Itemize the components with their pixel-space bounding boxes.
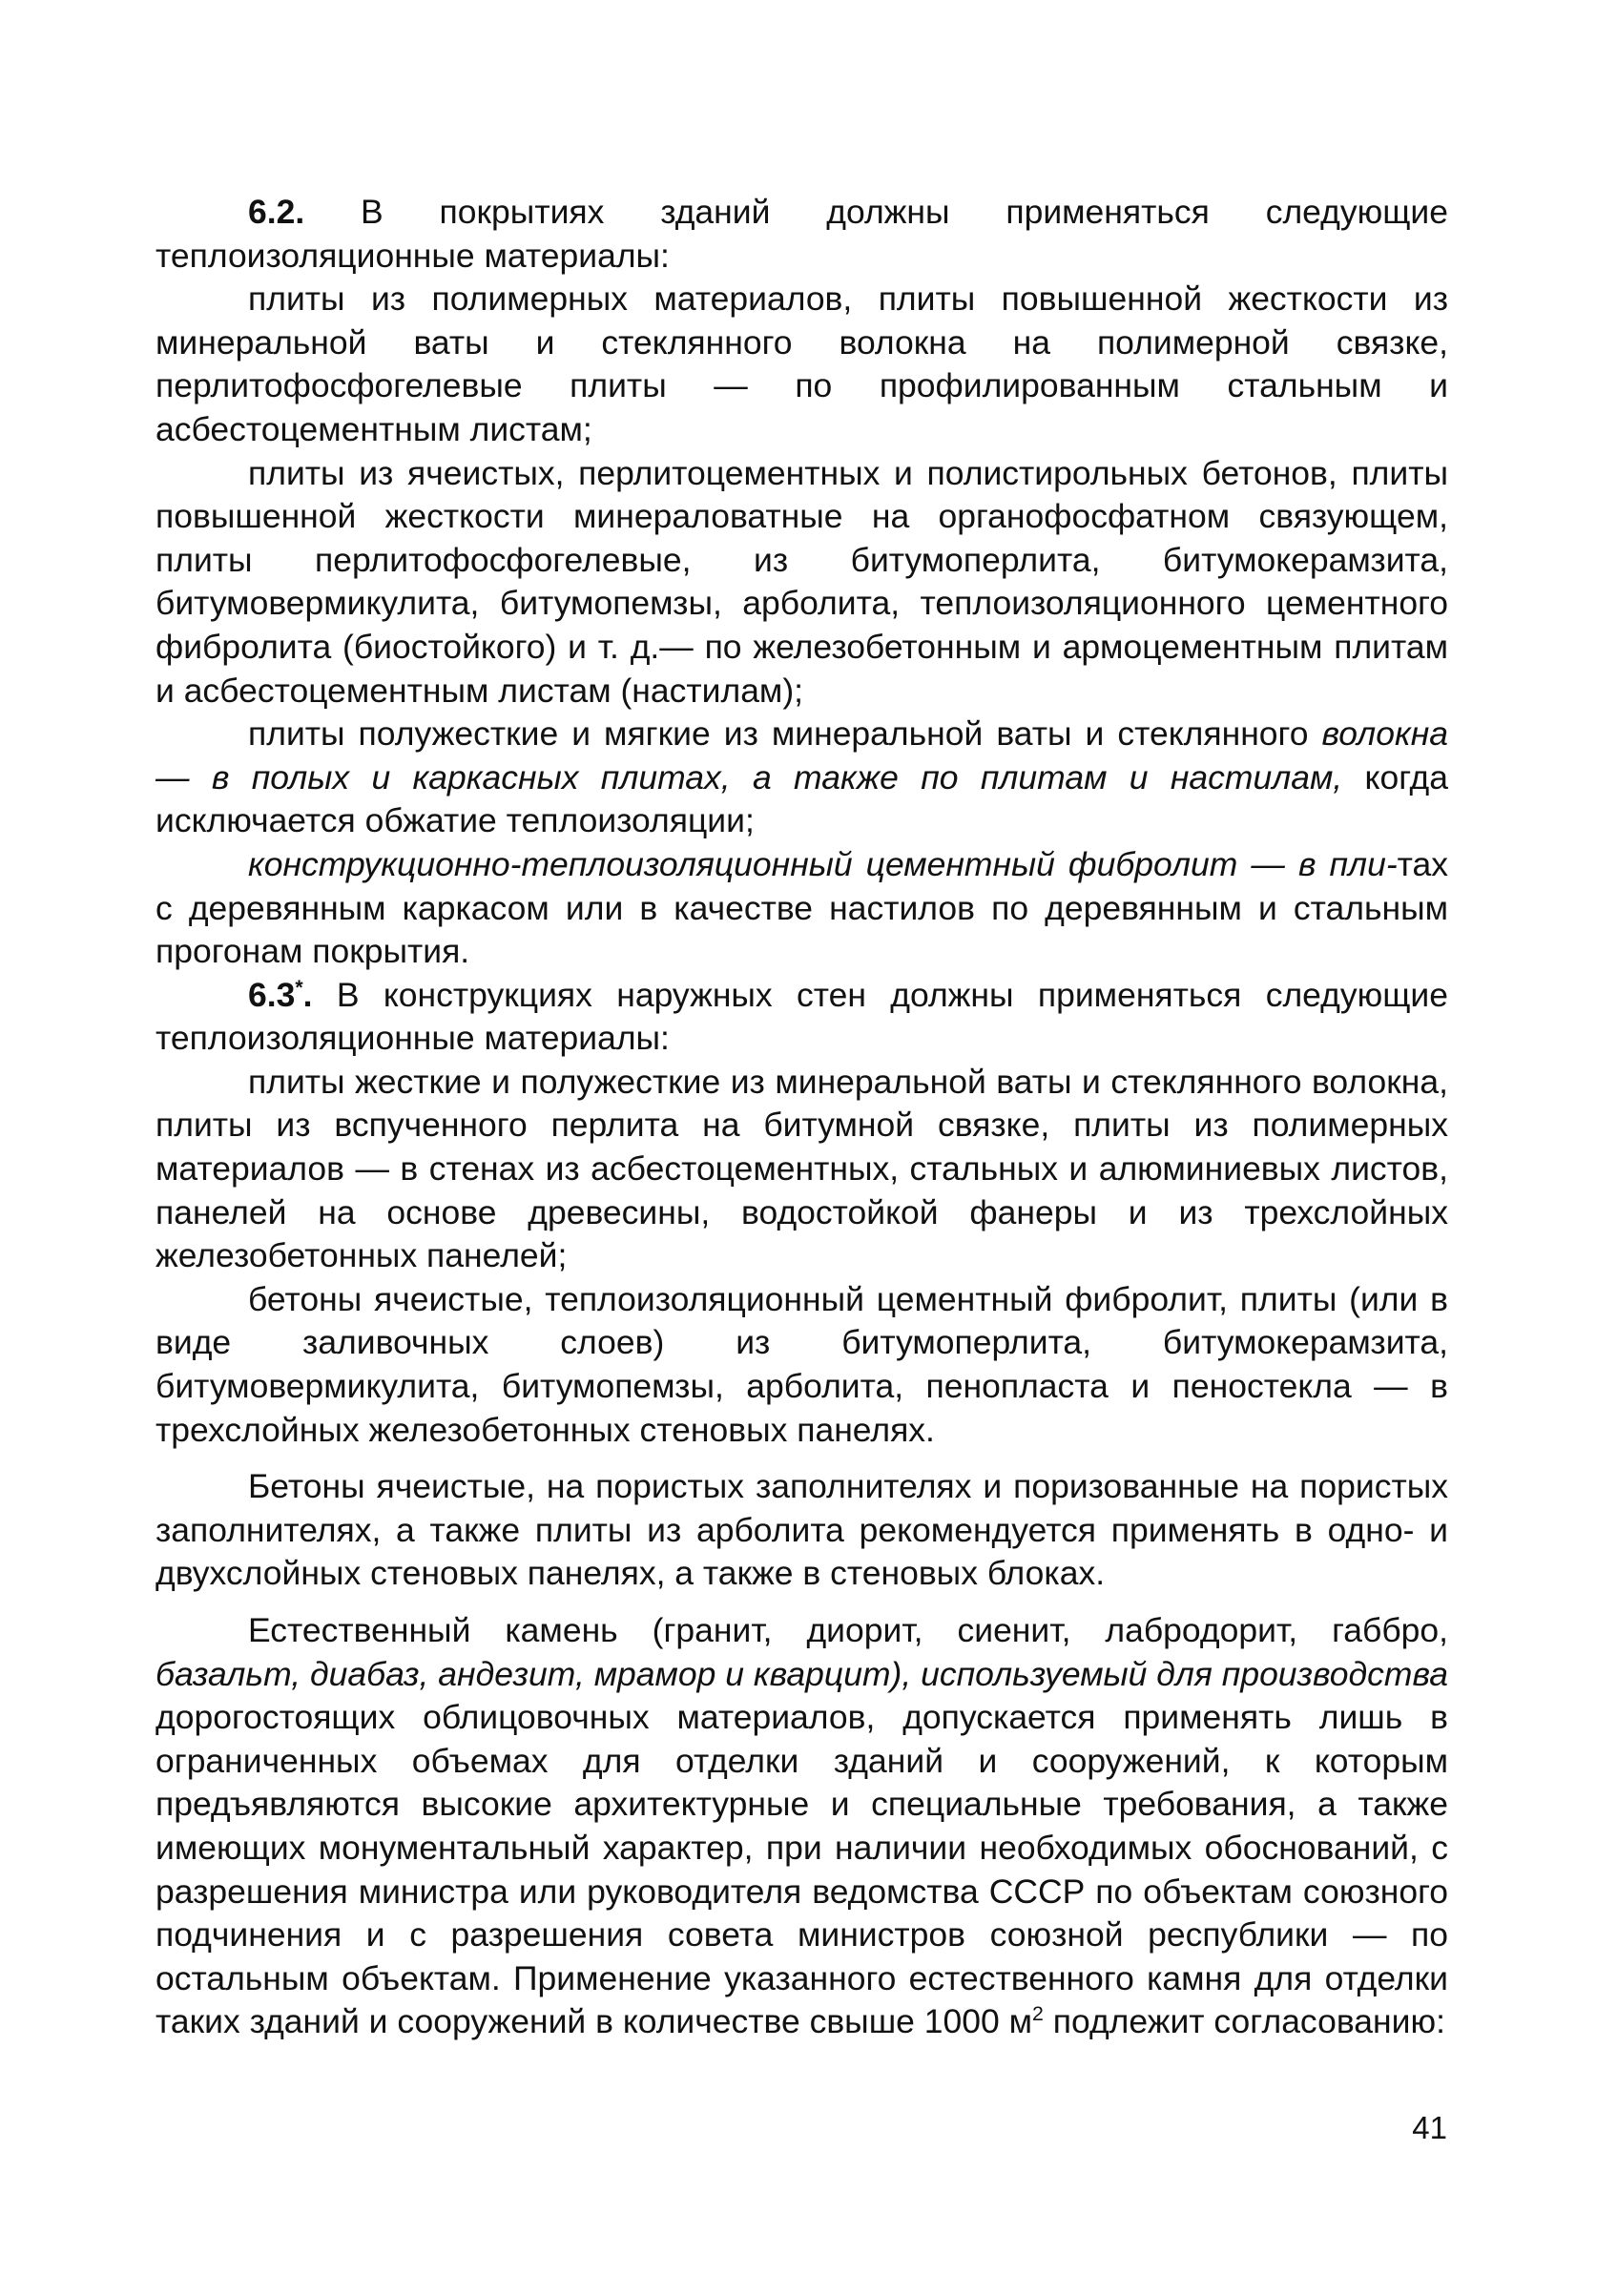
- item-italic-text: волокна — в полых и каркасных плитах, а также по плитам и настилам,: [155, 714, 1448, 796]
- section-number: 6.3: [248, 975, 296, 1014]
- section-6-3-paragraph-3: Бетоны ячеистые, на пористых заполнителях и поризованные на пористых заполнителях, а также плиты из арболита рекомендуется применять в одно- и двухслойных стеновых панелях, а также в стеновых блоках.: [155, 1467, 1448, 1593]
- section-6-2-item-2: плиты из ячеистых, перлитоцементных и полистирольных бетонов, плиты повышенной жесткости минераловатные на органофосфатном связующем, плиты перлитофосфогелевые, из битумоперлита, битумокерамзита, битумовермикулита, битумопемзы, арболита, теплоизоляционного цементного фибролита (биостойкого) и т. д.— по железобетонным и армоцементным плитам и асбестоцементным листам (настилам);: [155, 453, 1448, 710]
- section-intro-text: В покрытиях зданий должны применяться следующие теплоизоляционные материалы:: [155, 193, 1448, 275]
- paragraph-text-rest: дорогостоящих облицовочных материалов, допускается применять лишь в ограниченных объемах для отделки зданий и сооружений, к которым предъявляются высокие архитектурные и специальные требования, а также имеющих монументальный характер, при наличии необходимых обоснований, с разрешения министра или руководителя ведомства СССР по объектам союзного подчинения и с разрешения совета министров союзной республики — по остальным объектам. Применение указанного естественного камня для отделки таких зданий и сооружений в количестве свыше 1000 м: [155, 1698, 1448, 2041]
- unit-superscript: 2: [1032, 2002, 1044, 2026]
- section-6-2-intro: [155, 191, 1448, 278]
- section-number: 6.2.: [248, 193, 305, 231]
- item-text-end: когда исключается обжатие теплоизоляции;: [155, 757, 1448, 840]
- item-text: тах с деревянным каркасом или в качестве настилов по деревянным и стальным прогонам покрытия.: [155, 844, 1448, 971]
- section-6-3-item-1: плиты жесткие и полужесткие из минеральной ваты и стеклянного волокна, плиты из вспученного перлита на битумной связке, плиты из полимерных материалов — в стенах из асбестоцементных, стальных и алюминиевых листов, панелей на основе древесины, водостойкой фанеры и из трехслойных железобетонных панелей;: [155, 1062, 1448, 1275]
- section-6-3-intro: [155, 974, 1448, 1061]
- section-6-2-item-4: [155, 843, 1448, 974]
- item-text: плиты полужесткие и мягкие из минеральной ваты и стеклянного: [248, 714, 1322, 754]
- section-intro-text: В конструкциях наружных стен должны применяться следующие теплоизоляционные материалы:: [155, 975, 1448, 1058]
- section-6-3-paragraph-4: [155, 1609, 1448, 2044]
- paragraph-text: Естественный камень (гранит, диорит, сиенит, лабродорит, габбро,: [248, 1611, 1448, 1649]
- section-6-2-item-1: плиты из полимерных материалов, плиты повышенной жесткости из минеральной ваты и стеклянного волокна на полимерной связке, перлитофосфогелевые плиты — по профилированным стальным и асбестоцементным листам;: [155, 279, 1448, 448]
- paragraph-italic-text: базальт, диабаз, андезит, мрамор и кварцит), используемый для производства: [155, 1654, 1448, 1693]
- section-6-2-item-3: [155, 713, 1448, 843]
- document-body: [155, 191, 1448, 2044]
- page-number: 41: [1412, 2110, 1447, 2145]
- section-star-mark: *: [295, 975, 303, 999]
- section-6-3-item-2: бетоны ячеистые, теплоизоляционный цементный фибролит, плиты (или в виде заливочных слоев) из битумоперлита, битумокерамзита, битумовермикулита, битумопемзы, арболита, пенопласта и пеностекла — в трехслойных железобетонных стеновых панелях.: [155, 1279, 1448, 1449]
- paragraph-text-end: подлежит согласованию:: [1043, 2002, 1445, 2041]
- section-number-dot: .: [302, 975, 313, 1014]
- item-italic-text: конструкционно-теплоизоляционный цементный фибролит — в пли-: [248, 844, 1398, 883]
